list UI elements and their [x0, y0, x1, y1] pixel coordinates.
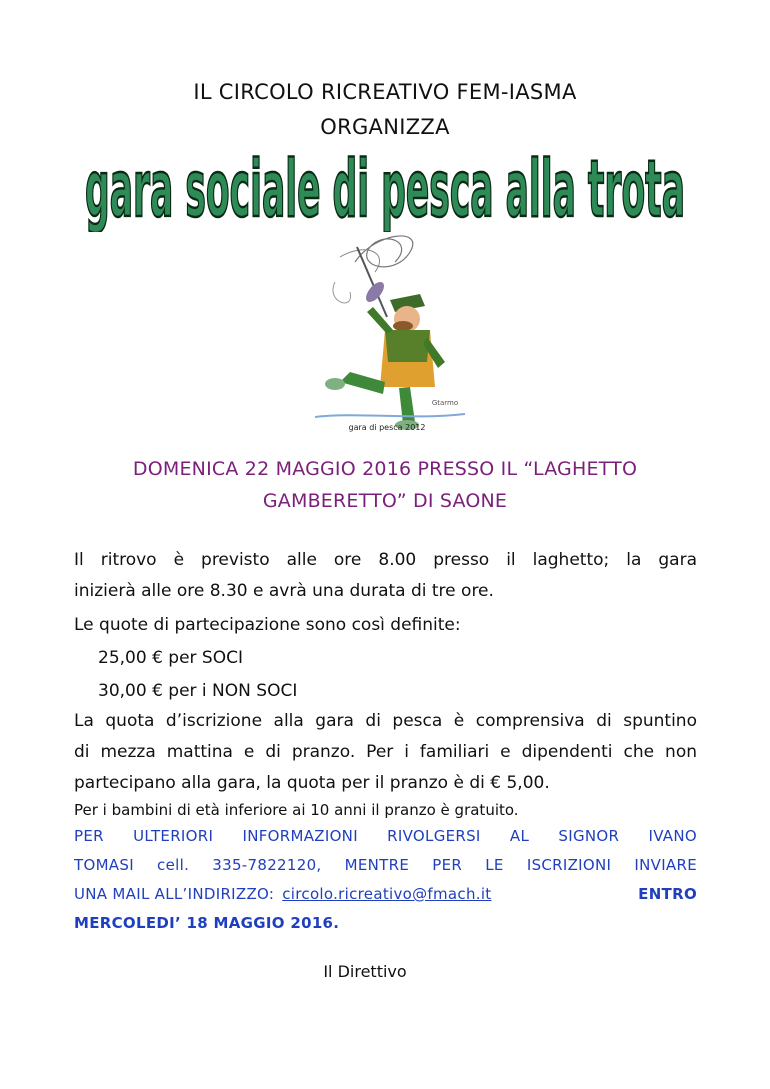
email-link[interactable]: circolo.ricreativo@fmach.it: [282, 885, 492, 903]
deadline-date: MERCOLEDI’ 18 MAGGIO 2016.: [74, 914, 340, 932]
event-title-text: gara sociale di pesca alla trota: [85, 145, 685, 232]
organizer-name: IL CIRCOLO RICREATIVO FEM-IASMA: [193, 80, 577, 104]
children-note: Per i bambini di età inferiore ai 10 anni il pranzo è gratuito.: [74, 801, 519, 819]
illustration-signature: Gtarmo: [431, 399, 459, 407]
contact-line-1: PER ULTERIORI INFORMAZIONI RIVOLGERSI AL SIGNOR IVANO: [74, 827, 697, 845]
inclusion-line-1: La quota d’iscrizione alla gara di pesca è comprensiva di spuntino: [74, 711, 697, 731]
event-date-line-1: DOMENICA 22 MAGGIO 2016 PRESSO IL “LAGHETTO: [132, 458, 638, 480]
event-date-line-2: GAMBERETTO” DI SAONE: [262, 490, 508, 512]
signature: Il Direttivo: [323, 962, 407, 981]
meeting-info-line-2: inizierà alle ore 8.30 e avrà una durata di tre ore.: [74, 581, 494, 601]
fee-non-members: 30,00 € per i NON SOCI: [98, 681, 298, 701]
organizes-label: ORGANIZZA: [320, 115, 450, 139]
inclusion-line-3: partecipano alla gara, la quota per il pranzo è di € 5,00.: [74, 773, 550, 793]
deadline-prefix: ENTRO: [638, 885, 697, 903]
fisherman-illustration: [295, 222, 480, 436]
fisherman-cartoon-icon: [295, 222, 480, 436]
fee-members: 25,00 € per SOCI: [98, 648, 243, 668]
email-prefix: UNA MAIL ALL’INDIRIZZO:: [74, 885, 275, 903]
event-title: [80, 140, 690, 232]
inclusion-line-2: di mezza mattina e di pranzo. Per i familiari e dipendenti che non: [74, 742, 697, 762]
email-row: [74, 882, 491, 906]
fees-intro: Le quote di partecipazione sono così definite:: [74, 615, 461, 635]
illustration-caption: gara di pesca 2012: [348, 423, 426, 432]
contact-line-3: [74, 882, 697, 906]
meeting-info-line-1: Il ritrovo è previsto alle ore 8.00 presso il laghetto; la gara: [74, 550, 697, 570]
contact-line-2: TOMASI cell. 335-7822120, MENTRE PER LE ISCRIZIONI INVIARE: [74, 856, 697, 874]
